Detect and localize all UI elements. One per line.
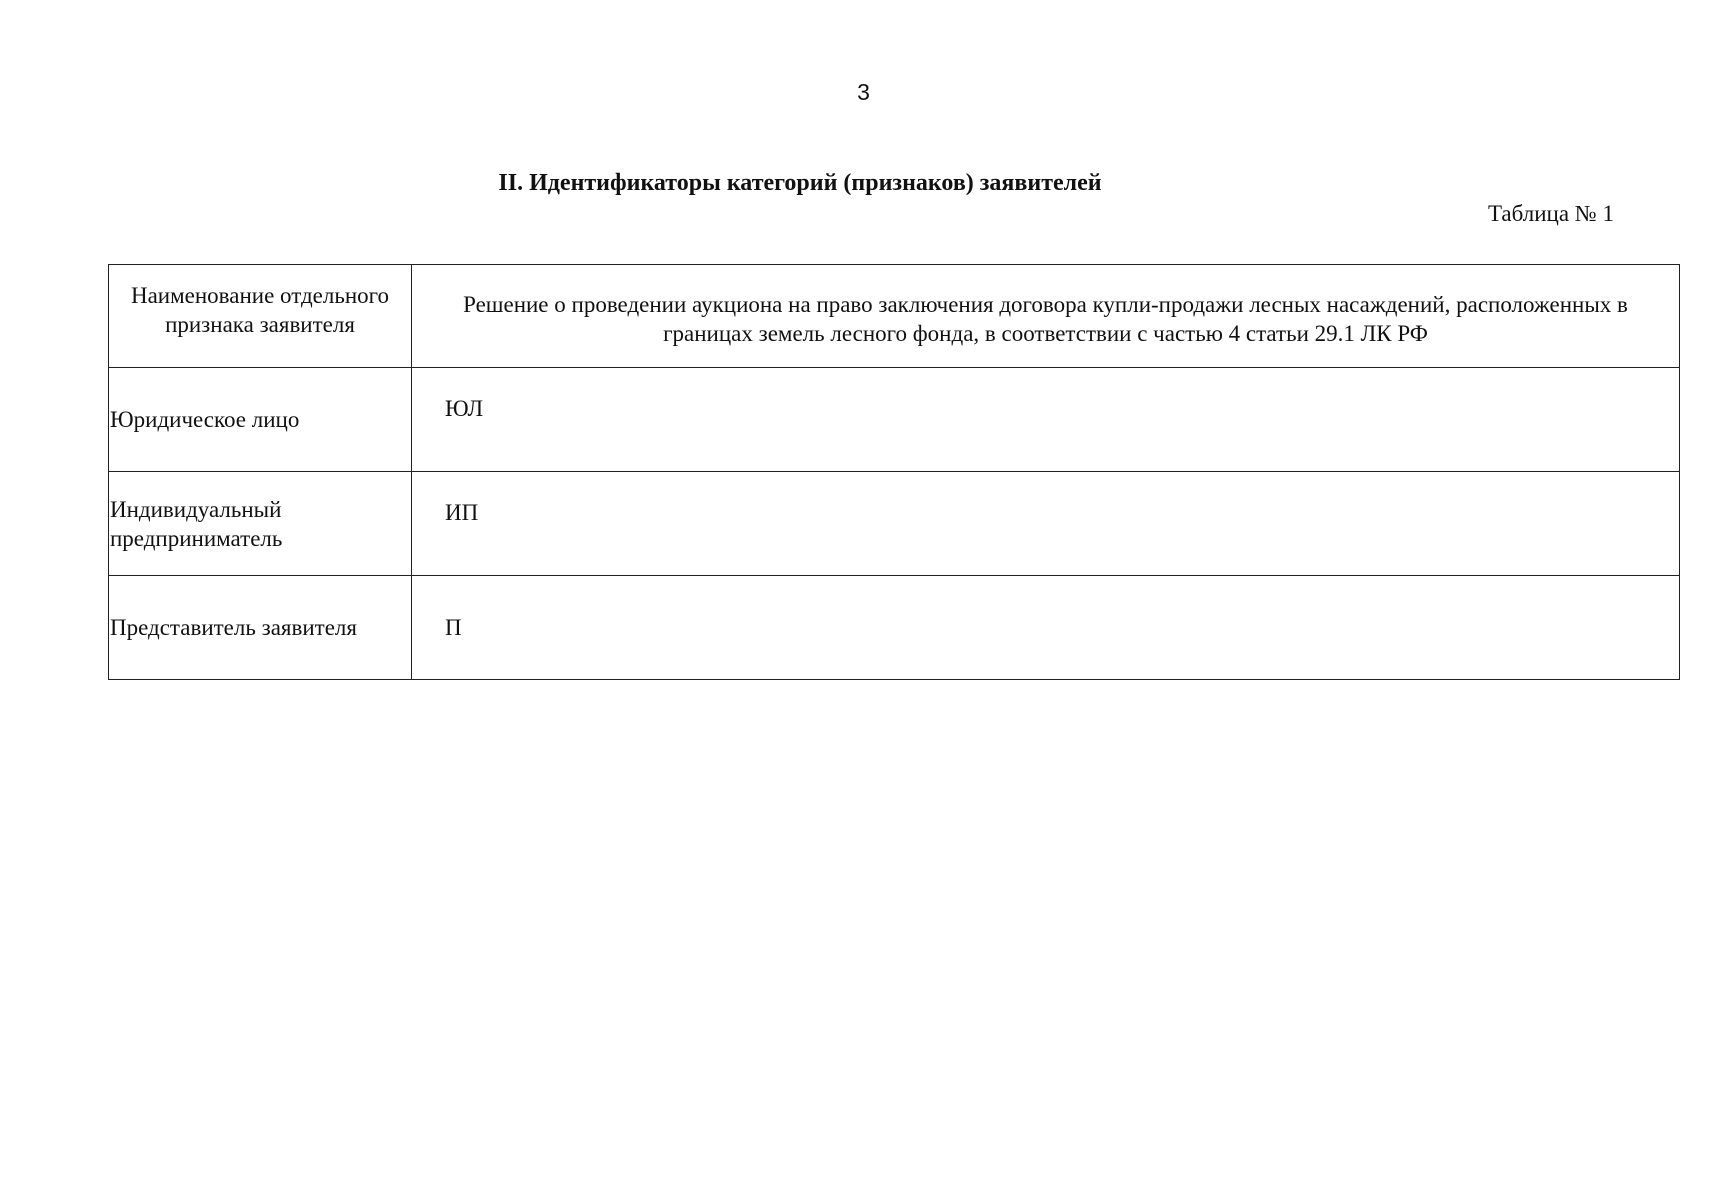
header-feature-name: Наименование отдельного признака заявителя bbox=[109, 265, 412, 368]
table-label: Таблица № 1 bbox=[1487, 201, 1614, 226]
row-label-applicant-representative: Представитель заявителя bbox=[109, 576, 412, 680]
table-row bbox=[109, 576, 1680, 680]
table-row bbox=[109, 368, 1680, 472]
table-header-row bbox=[109, 265, 1680, 368]
row-code-applicant-representative: П bbox=[412, 576, 1680, 680]
row-code-individual-entrepreneur: ИП bbox=[412, 472, 1680, 576]
page-number: 3 bbox=[857, 79, 870, 105]
table-row bbox=[109, 472, 1680, 576]
header-auction-decision: Решение о проведении аукциона на право заключения договора купли-продажи лесных насаждений, расположенных в границах земель лесного фонда, в соответствии с частью 4 статьи 29.1 ЛК РФ bbox=[412, 265, 1680, 368]
row-label-individual-entrepreneur: Индивидуальный предприниматель bbox=[109, 472, 412, 576]
row-label-legal-entity: Юридическое лицо bbox=[109, 368, 412, 472]
row-code-legal-entity: ЮЛ bbox=[412, 368, 1680, 472]
section-title: II. Идентификаторы категорий (признаков) заявителей bbox=[498, 170, 1102, 196]
applicant-categories-table bbox=[108, 264, 1680, 680]
